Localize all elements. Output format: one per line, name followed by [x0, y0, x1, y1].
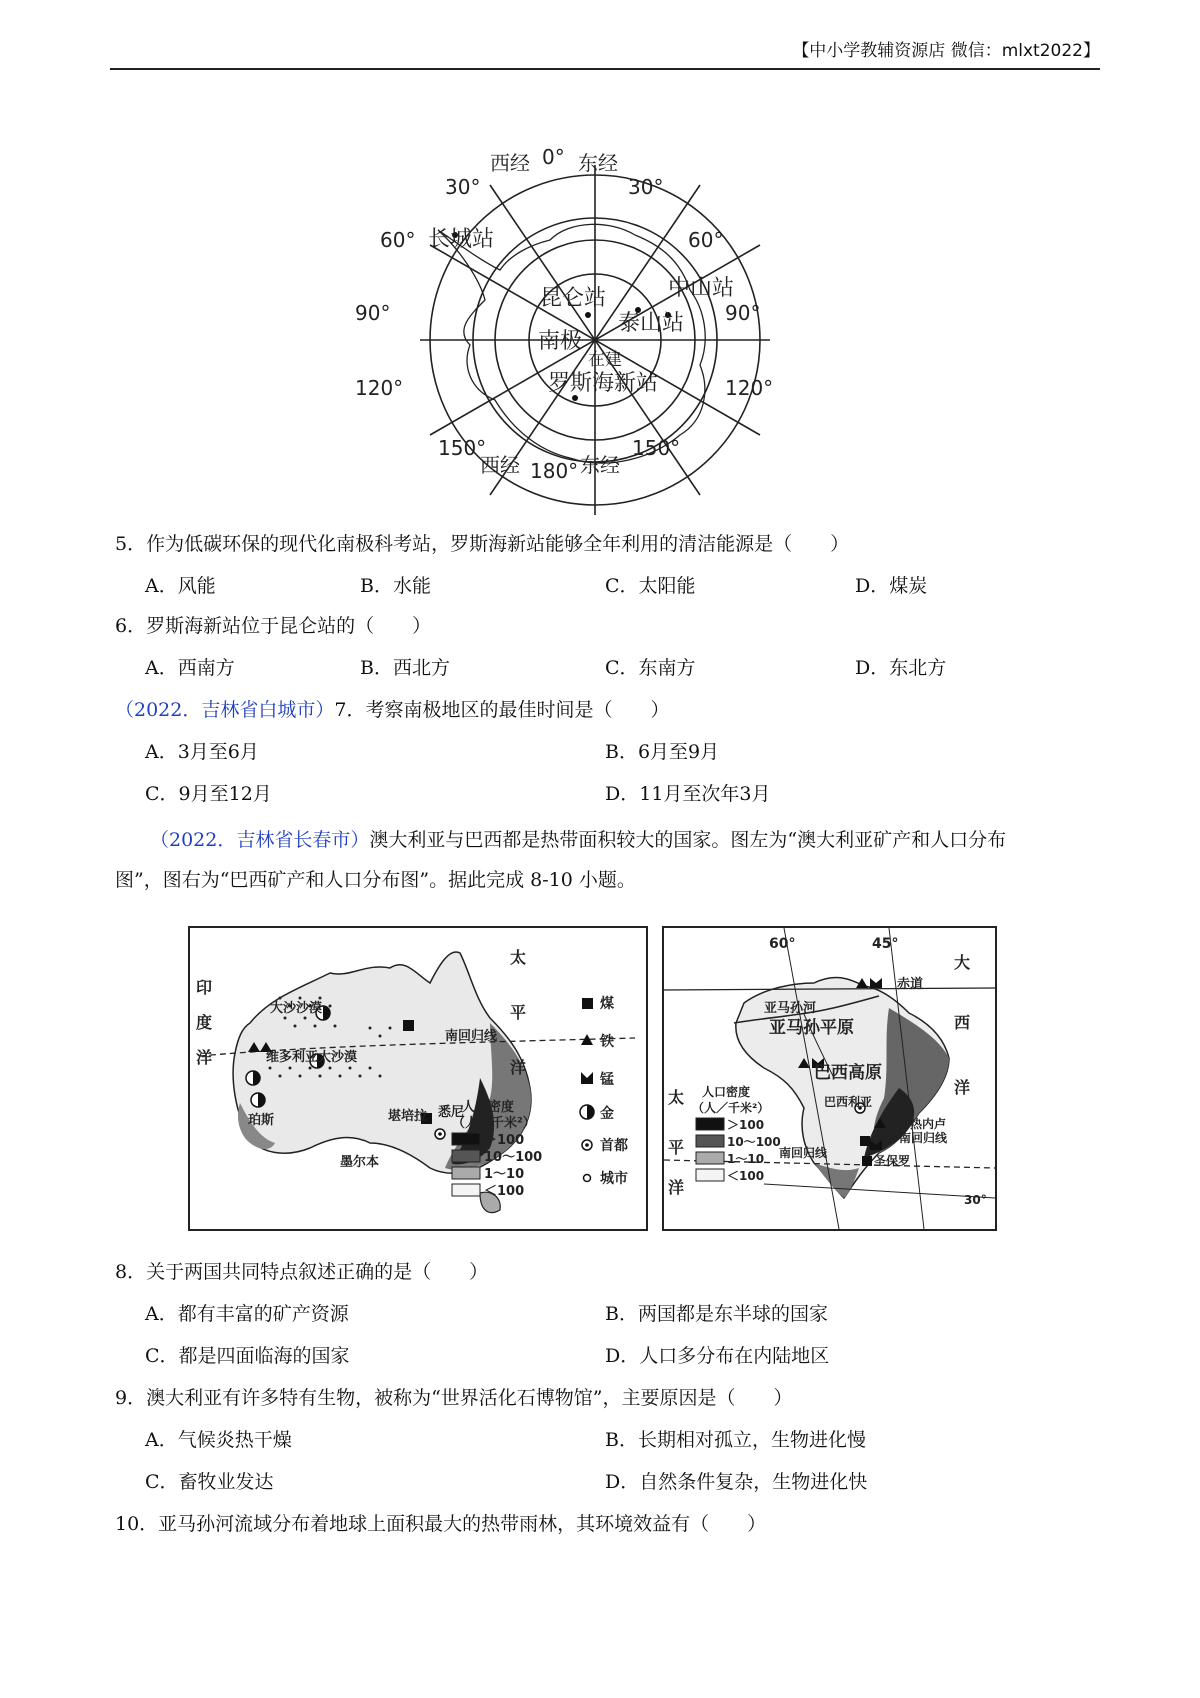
au-legend-none-swatch: [452, 1184, 480, 1196]
south-pole-label: 南极: [538, 329, 583, 354]
brazil-map-svg: [664, 928, 995, 1229]
q8-option-b[interactable]: B．两国都是东半球的国家: [605, 1303, 828, 1325]
au-density-unit: （人／千米²）: [452, 1116, 536, 1131]
intro-text-1: 澳大利亚与巴西都是热带面积较大的国家。图左为“澳大利亚矿产和人口分布: [369, 829, 1007, 851]
q9-stem: 9．澳大利亚有许多特有生物，被称为“世界活化石博物馆”，主要原因是（ ）: [115, 1387, 793, 1409]
br-amazon-river: 亚马孙河: [764, 1001, 817, 1016]
au-legend-city: 城市: [600, 1171, 628, 1187]
q7-option-d[interactable]: D．11月至次年3月: [605, 783, 771, 805]
brazil-map: [662, 926, 997, 1231]
under-construction-label: 在建: [588, 350, 622, 370]
au-indian-ocean-3: 洋: [196, 1048, 213, 1067]
au-legend-none: ＜100: [484, 1184, 525, 1199]
br-pacific-3: 洋: [668, 1178, 685, 1197]
q10-stem: 10．亚马孙河流域分布着地球上面积最大的热带雨林，其环境效益有（ ）: [115, 1513, 767, 1535]
deg-90w: 90°: [355, 301, 391, 325]
deg-150e: 150°: [632, 436, 681, 460]
top-west-label: 西经: [490, 151, 530, 175]
q7-source: （2022．吉林省白城市）: [115, 699, 335, 721]
q8-stem: 8．关于两国共同特点叙述正确的是（ ）: [115, 1261, 489, 1283]
au-legend-capital: 首都: [600, 1138, 628, 1154]
zhongshan-station-label: 中山站: [668, 276, 735, 301]
antarctica-map-svg: [355, 145, 840, 530]
q7-option-b[interactable]: B．6月至9月: [605, 741, 720, 763]
br-brazilian-highlands: 巴西高原: [814, 1063, 882, 1083]
au-legend-gold: 金: [600, 1106, 614, 1122]
bottom-west-label: 西经: [480, 453, 520, 477]
top-east-label: 东经: [578, 151, 618, 175]
australia-map-svg: [190, 928, 646, 1229]
deg-30e: 30°: [628, 175, 664, 199]
q6-option-d[interactable]: D．东北方: [855, 657, 947, 679]
q9-option-c[interactable]: C．畜牧业发达: [145, 1471, 274, 1493]
br-lat-30: 30°: [964, 1193, 987, 1207]
intro-source: （2022．吉林省长春市）: [150, 829, 370, 851]
au-tropic-label: 南回归线: [445, 1029, 498, 1044]
au-great-sandy-desert: 大沙沙漠: [270, 1001, 323, 1016]
kunlun-station-label: 昆仑站: [540, 286, 607, 311]
au-legend-low: 1～10: [484, 1167, 525, 1182]
antarctica-map: [355, 145, 840, 530]
q5-option-a[interactable]: A．风能: [145, 575, 216, 597]
q6-option-c[interactable]: C．东南方: [605, 657, 696, 679]
q7-text: 7．考察南极地区的最佳时间是（ ）: [334, 699, 670, 721]
br-brasilia: 巴西利亚: [824, 1095, 873, 1109]
australia-map: [188, 926, 648, 1231]
deg-90e: 90°: [725, 301, 761, 325]
au-pacific-ocean-3: 洋: [510, 1058, 527, 1077]
au-great-victoria-desert: 维多利亚大沙漠: [266, 1050, 358, 1065]
au-legend-coal: 煤: [600, 996, 614, 1012]
au-pacific-ocean-2: 平: [510, 1003, 527, 1022]
br-pacific-1: 太: [668, 1088, 685, 1107]
q6-option-b[interactable]: B．西北方: [360, 657, 450, 679]
q6-option-a[interactable]: A．西南方: [145, 657, 235, 679]
au-legend-high: ＞100: [484, 1133, 525, 1148]
br-amazon-plain: 亚马孙平原: [769, 1018, 854, 1038]
q7-option-a[interactable]: A．3月至6月: [145, 741, 259, 763]
br-density-unit: （人／千米²）: [692, 1101, 770, 1115]
br-legend-none: ＜100: [727, 1169, 765, 1183]
br-density-title: 人口密度: [702, 1085, 751, 1099]
deg-120w: 120°: [355, 376, 404, 400]
intro-line-1: [150, 826, 1006, 854]
deg-120e: 120°: [725, 376, 774, 400]
au-sydney: 悉尼: [438, 1105, 465, 1120]
au-canberra: 堪培拉: [388, 1109, 428, 1124]
au-indian-ocean-1: 印: [196, 978, 213, 997]
deg-60w: 60°: [380, 228, 416, 252]
au-pacific-ocean-1: 太: [510, 948, 527, 967]
q9-option-b[interactable]: B．长期相对孤立，生物进化慢: [605, 1429, 866, 1451]
q5-option-c[interactable]: C．太阳能: [605, 575, 696, 597]
br-rio: 里约热内卢: [886, 1117, 947, 1131]
br-lon-45: 45°: [872, 936, 899, 952]
q7-stem: [115, 696, 669, 724]
page-header: 【中小学教辅资源店 微信：mlxt2022】: [110, 34, 1100, 70]
br-lon-60: 60°: [769, 936, 796, 952]
br-atlantic-3: 洋: [954, 1078, 971, 1097]
br-tropic-right: 南回归线: [899, 1131, 948, 1145]
q8-option-c[interactable]: C．都是四面临海的国家: [145, 1345, 350, 1367]
au-legend-mid: 10～100: [484, 1150, 543, 1165]
deg-60e: 60°: [688, 228, 724, 252]
br-atlantic-2: 西: [954, 1013, 971, 1032]
br-sao-paulo: 圣保罗: [874, 1154, 911, 1168]
intro-line-2: 图”，图右为“巴西矿产和人口分布图”。据此完成 8-10 小题。: [115, 869, 636, 891]
deg-150w: 150°: [438, 436, 487, 460]
au-density-title: 人口密度: [462, 1100, 515, 1115]
q9-option-d[interactable]: D．自然条件复杂，生物进化快: [605, 1471, 868, 1493]
deg-30w: 30°: [445, 175, 481, 199]
taishan-station-label: 泰山站: [618, 311, 685, 336]
q8-option-d[interactable]: D．人口多分布在内陆地区: [605, 1345, 830, 1367]
au-legend-manganese: 锰: [600, 1072, 614, 1088]
au-legend-iron: 铁: [600, 1034, 614, 1050]
q5-option-b[interactable]: B．水能: [360, 575, 431, 597]
au-legend-mid-swatch: [452, 1150, 480, 1162]
au-perth: 珀斯: [248, 1113, 275, 1128]
bottom-180-label: 180°: [530, 459, 579, 483]
q9-option-a[interactable]: A．气候炎热干燥: [145, 1429, 292, 1451]
br-legend-high: ＞100: [727, 1118, 765, 1132]
q7-option-c[interactable]: C．9月至12月: [145, 783, 272, 805]
br-legend-mid: 10～100: [727, 1135, 781, 1149]
br-tropic-left: 南回归线: [779, 1146, 828, 1160]
br-legend-low: 1～10: [727, 1152, 765, 1166]
q8-option-a[interactable]: A．都有丰富的矿产资源: [145, 1303, 349, 1325]
ross-sea-station-label: 罗斯海新站: [548, 371, 659, 396]
q5-stem: 5．作为低碳环保的现代化南极科考站，罗斯海新站能够全年利用的清洁能源是（ ）: [115, 533, 850, 555]
au-legend-low-swatch: [452, 1167, 480, 1179]
br-pacific-2: 平: [668, 1138, 685, 1157]
bottom-east-label: 东经: [580, 453, 620, 477]
br-equator: 赤道: [897, 977, 924, 992]
au-melbourne: 墨尔本: [340, 1155, 380, 1170]
q6-stem: 6．罗斯海新站位于昆仑站的（ ）: [115, 615, 432, 637]
great-wall-station-label: 长城站: [428, 227, 495, 252]
top-zero-label: 0°: [542, 145, 565, 169]
q5-option-d[interactable]: D．煤炭: [855, 575, 928, 597]
au-indian-ocean-2: 度: [196, 1013, 213, 1032]
au-legend-high-swatch: [452, 1133, 480, 1145]
br-atlantic-1: 大: [954, 953, 971, 972]
